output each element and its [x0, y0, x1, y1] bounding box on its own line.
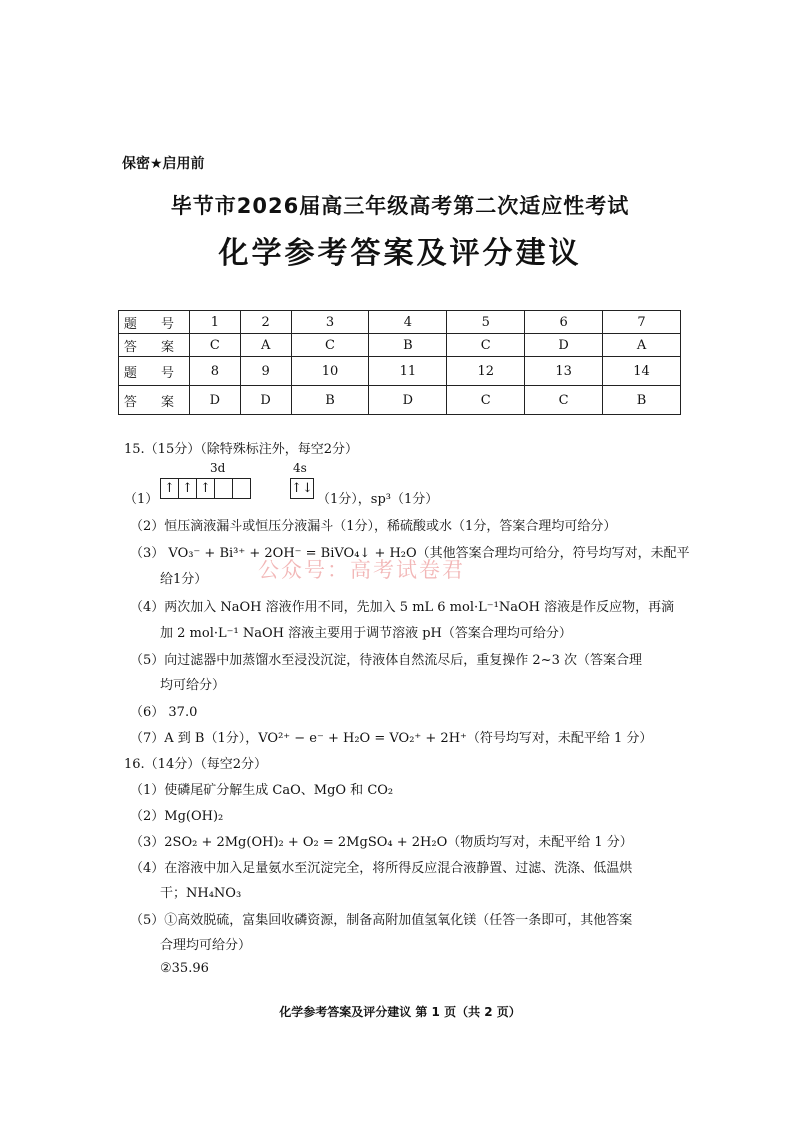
q16-p3: （3）2SO₂ + 2Mg(OH)₂ + O₂ = 2MgSO₄ + 2H₂O（物质均写对，未配平给 1 分）	[130, 835, 633, 850]
table-row	[119, 311, 681, 334]
q16-p2: （2）Mg(OH)₂	[130, 809, 224, 824]
question-number: 2	[240, 311, 291, 334]
q15-p5-line1: （5）向过滤器中加蒸馏水至浸没沉淀，待液体自然流尽后，重复操作 2~3 次（答案合理	[130, 653, 642, 668]
orbital-box: ↑	[196, 478, 214, 499]
question-number: 8	[190, 357, 241, 386]
answer-cell: D	[369, 386, 447, 415]
orbital-diagram-4s	[290, 478, 314, 499]
answer-cell: D	[525, 334, 603, 357]
orbital-box: ↑	[160, 478, 178, 499]
orbital-box	[232, 478, 251, 499]
orbital-3d-label: 3d	[210, 461, 226, 475]
orbital-box	[214, 478, 232, 499]
q16-p5-line1: （5）①高效脱硫，富集回收磷资源，制备高附加值氢氧化镁（任答一条即可，其他答案	[130, 913, 633, 928]
q15-p3-line1: （3） VO₃⁻ + Bi³⁺ + 2OH⁻ = BiVO₄↓ + H₂O（其他答案合理均可给分，符号均写对，未配平	[130, 546, 690, 561]
question-number: 9	[240, 357, 291, 386]
page-footer: 化学参考答案及评分建议 第 1 页（共 2 页）	[279, 1005, 521, 1019]
orbital-box: ↑	[178, 478, 196, 499]
page-subtitle: 化学参考答案及评分建议	[218, 236, 582, 271]
q16-p5-line2: 合理均可给分）	[160, 938, 252, 953]
answer-cell: C	[525, 386, 603, 415]
question-number: 5	[447, 311, 525, 334]
question-number: 14	[603, 357, 681, 386]
row-label-answer: 答 案	[119, 386, 190, 415]
q16-heading: 16.（14分）（每空2分）	[124, 757, 267, 772]
orbital-4s-label: 4s	[293, 461, 307, 475]
answer-cell: C	[447, 386, 525, 415]
confidential-label: 保密★启用前	[122, 156, 205, 172]
answer-cell: B	[369, 334, 447, 357]
watermark: 公众号：高考试卷君	[258, 558, 465, 582]
row-label-answer: 答 案	[119, 334, 190, 357]
table-row	[119, 357, 681, 386]
q16-p4-line2: 干；NH₄NO₃	[160, 886, 242, 901]
answer-cell: C	[190, 334, 241, 357]
orbital-diagram-3d	[160, 478, 251, 499]
q15-p2: （2）恒压滴液漏斗或恒压分液漏斗（1分），稀硫酸或水（1分，答案合理均可给分）	[130, 519, 617, 534]
answer-cell: B	[603, 386, 681, 415]
question-number: 13	[525, 357, 603, 386]
q15-p6: （6） 37.0	[130, 705, 198, 720]
q16-p4-line1: （4）在溶液中加入足量氨水至沉淀完全，将所得反应混合液静置、过滤、洗涤、低温烘	[130, 861, 633, 876]
q15-p1-prefix: （1）	[124, 492, 159, 507]
row-label-question: 题 号	[119, 357, 190, 386]
answer-cell: D	[190, 386, 241, 415]
answer-cell: C	[291, 334, 369, 357]
q15-heading: 15.（15分）（除特殊标注外，每空2分）	[124, 442, 358, 457]
question-number: 6	[525, 311, 603, 334]
q15-p3-line2: 给1分）	[160, 572, 208, 587]
answer-cell: A	[240, 334, 291, 357]
answer-table	[118, 310, 681, 415]
question-number: 10	[291, 357, 369, 386]
q16-p1: （1）使磷尾矿分解生成 CaO、MgO 和 CO₂	[130, 783, 394, 798]
question-number: 1	[190, 311, 241, 334]
table-row	[119, 386, 681, 415]
row-label-question: 题 号	[119, 311, 190, 334]
orbital-box: ↑↓	[290, 478, 314, 499]
answer-cell: D	[240, 386, 291, 415]
answer-cell: A	[603, 334, 681, 357]
question-number: 4	[369, 311, 447, 334]
question-number: 12	[447, 357, 525, 386]
question-number: 7	[603, 311, 681, 334]
table-row	[119, 334, 681, 357]
q15-p4-line1: （4）两次加入 NaOH 溶液作用不同，先加入 5 mL 6 mol·L⁻¹NaOH 溶液是作反应物，再滴	[130, 600, 675, 615]
question-number: 11	[369, 357, 447, 386]
q15-p7: （7）A 到 B（1分），VO²⁺ − e⁻ + H₂O = VO₂⁺ + 2H⁺（符号均写对，未配平给 1 分）	[130, 731, 653, 746]
q15-p5-line2: 均可给分）	[160, 678, 226, 693]
q16-p5-line3: ②35.96	[160, 961, 209, 976]
answer-cell: B	[291, 386, 369, 415]
question-number: 3	[291, 311, 369, 334]
q15-p1-suffix: （1分），sp³（1分）	[317, 492, 439, 507]
answer-cell: C	[447, 334, 525, 357]
q15-p4-line2: 加 2 mol·L⁻¹ NaOH 溶液主要用于调节溶液 pH（答案合理均可给分）	[160, 626, 572, 641]
page-title: 毕节市2026届高三年级高考第二次适应性考试	[170, 194, 630, 218]
